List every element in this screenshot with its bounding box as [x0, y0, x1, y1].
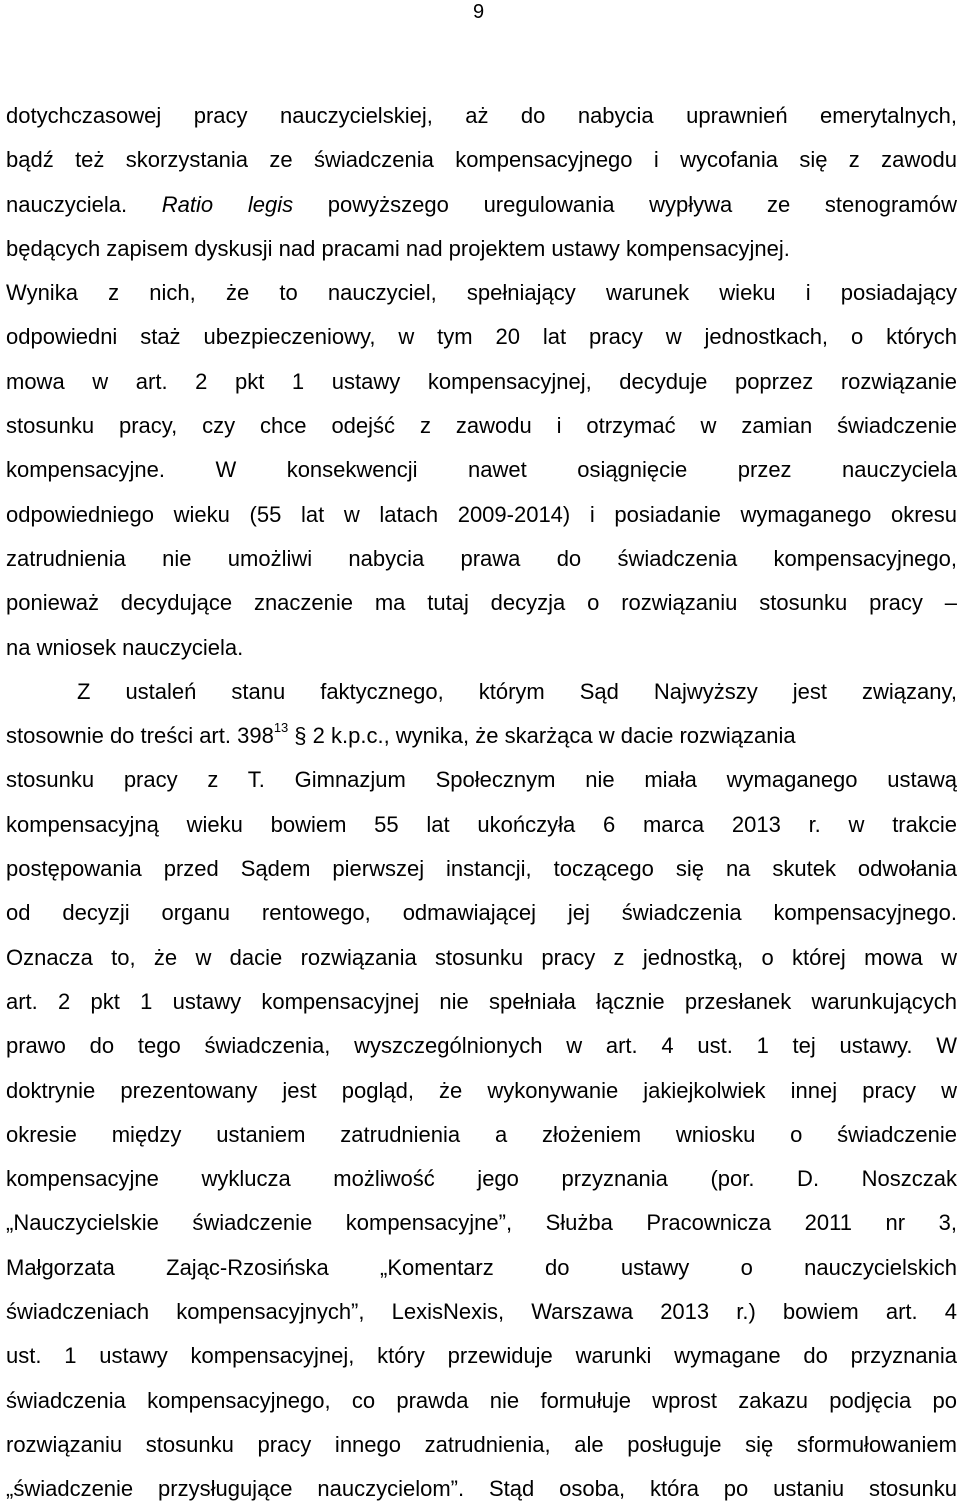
document-body — [6, 94, 957, 1512]
text-line: Oznacza to, że w dacie rozwiązania stosunku pracy z jednostką, o której mowa w — [6, 944, 957, 970]
text-line: Z ustaleń stanu faktycznego, którym Sąd Najwyższy jest związany, — [77, 678, 957, 704]
text-line: ust. 1 ustawy kompensacyjnej, który przewiduje warunki wymagane do przyznania — [6, 1343, 957, 1369]
text-line: Wynika z nich, że to nauczyciel, spełniający warunek wieku i posiadający — [6, 280, 957, 306]
text-line: mowa w art. 2 pkt 1 ustawy kompensacyjnej, decyduje poprzez rozwiązanie — [6, 368, 957, 394]
text-line: ponieważ decydujące znaczenie ma tutaj decyzja o rozwiązaniu stosunku pracy – — [6, 590, 957, 616]
text-line: Małgorzata Zając-Rzosińska „Komentarz do ustawy o nauczycielskich — [6, 1254, 957, 1280]
superscript: 13 — [273, 719, 289, 735]
text-line: odpowiedni staż ubezpieczeniowy, w tym 20 lat pracy w jednostkach, o których — [6, 324, 957, 350]
text-line: zatrudnienia nie umożliwi nabycia prawa do świadczenia kompensacyjnego, — [6, 545, 957, 571]
text-line: okresie między ustaniem zatrudnienia a złożeniem wniosku o świadczenie — [6, 1121, 957, 1147]
text-line — [6, 183, 957, 227]
text-line: prawo do tego świadczenia, wyszczególnionych w art. 4 ust. 1 tej ustawy. W — [6, 1033, 957, 1059]
italic-phrase: Ratio legis — [161, 191, 294, 217]
text-line: będących zapisem dyskusji nad pracami nad projektem ustawy kompensacyjnej. — [6, 235, 790, 261]
text-line: art. 2 pkt 1 ustawy kompensacyjnej nie spełniała łącznie przesłanek warunkujących — [6, 988, 957, 1014]
text-line: „Nauczycielskie świadczenie kompensacyjne”, Służba Pracownicza 2011 nr 3, — [6, 1210, 957, 1236]
text-line: na wniosek nauczyciela. — [6, 634, 244, 660]
text-line — [6, 714, 957, 758]
text-line: rozwiązaniu stosunku pracy innego zatrudnienia, ale posługuje się sformułowaniem — [6, 1431, 957, 1457]
text-line: dotychczasowej pracy nauczycielskiej, aż do nabycia uprawnień emerytalnych, — [6, 103, 957, 128]
text-fragment: 2 k.p.c., wynika, że skarżąca w dacie rozwiązania — [306, 723, 796, 749]
text-fragment: stosownie do treści art. 398 — [6, 723, 274, 749]
text-line: bądź też skorzystania ze świadczenia kompensacyjnego i wycofania się z zawodu — [6, 147, 957, 173]
text-line: od decyzji organu rentowego, odmawiającej jej świadczenia kompensacyjnego. — [6, 900, 957, 926]
text-line: doktrynie prezentowany jest pogląd, że wykonywanie jakiejkolwiek innej pracy w — [6, 1077, 957, 1103]
text-fragment: powyższego uregulowania wypływa ze stenogramów — [293, 191, 957, 217]
text-line: świadczeniach kompensacyjnych”, LexisNexis, Warszawa 2013 r.) bowiem art. 4 — [6, 1299, 957, 1325]
page-number: 9 — [473, 1, 485, 23]
text-line: „świadczenie przysługujące nauczycielom”. Stąd osoba, która po ustaniu stosunku — [6, 1476, 957, 1502]
text-line: kompensacyjne. W konsekwencji nawet osiągnięcie przez nauczyciela — [6, 457, 957, 483]
text-line: odpowiedniego wieku (55 lat w latach 2009-2014) i posiadanie wymaganego okresu — [6, 501, 957, 527]
text-line: kompensacyjne wyklucza możliwość jego przyznania (por. D. Noszczak — [6, 1166, 957, 1192]
text-fragment: nauczyciela. — [6, 191, 162, 217]
text-line: kompensacyjną wieku bowiem 55 lat ukończyła 6 marca 2013 r. w trakcie — [6, 811, 957, 837]
text-line: stosunku pracy z T. Gimnazjum Społecznym nie miała wymaganego ustawą — [6, 767, 957, 793]
text-line: postępowania przed Sądem pierwszej instancji, toczącego się na skutek odwołania — [6, 856, 957, 882]
text-line: świadczenia kompensacyjnego, co prawda nie formułuje wprost zakazu podjęcia po — [6, 1387, 957, 1413]
section-sign: § — [294, 723, 307, 749]
text-line: stosunku pracy, czy chce odejść z zawodu i otrzymać w zamian świadczenie — [6, 413, 957, 439]
